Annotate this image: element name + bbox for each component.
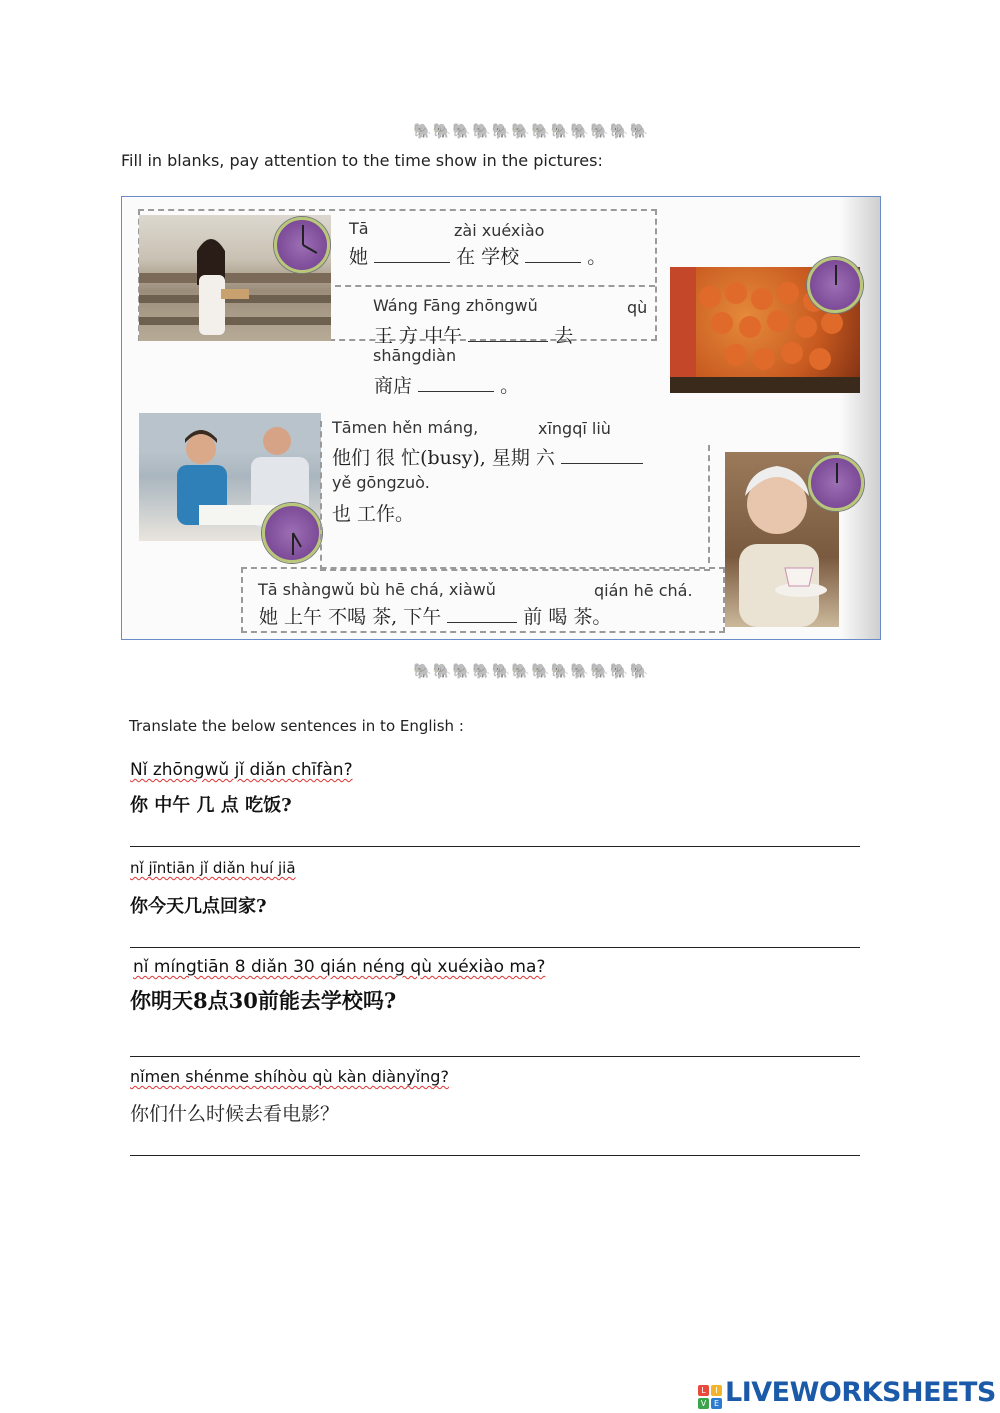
item1-pinyin-a: Tā [349, 219, 369, 238]
item1-pinyin-b: zài xuéxiào [454, 221, 545, 240]
logo-text: LIVEWORKSHEETS [725, 1377, 996, 1408]
question-4-chinese: 你们什么时候去看电影？ [130, 1103, 340, 1125]
question-1-pinyin: Nǐ zhōngwǔ jǐ diǎn chīfàn? [130, 760, 353, 780]
item2-han-end: 。 [500, 375, 520, 397]
question-2-chinese: 你今天几点回家? [130, 896, 267, 917]
item3-pinyin-c: yě gōngzuò. [332, 473, 430, 492]
question-1-chinese: 你 中午 几 点 吃饭? [130, 795, 292, 816]
item1-blank[interactable] [374, 261, 450, 263]
exercise-panel [121, 196, 881, 640]
item2-pinyin-c: shāngdiàn [373, 346, 457, 365]
answer-line-1[interactable] [130, 846, 860, 847]
answer-line-3[interactable] [130, 1056, 860, 1057]
item4-han-b: 前 喝 茶。 [523, 606, 612, 628]
answer-line-4[interactable] [130, 1155, 860, 1156]
item4-han-a: 她 上午 不喝 茶, 下午 [259, 606, 442, 628]
item3-pinyin-a: Tāmen hěn máng, [332, 418, 479, 437]
question-4-pinyin: nǐmen shénme shíhòu qù kàn diànyǐng? [130, 1067, 449, 1086]
question-3-chinese: 你明天8点30前能去学校吗? [130, 988, 397, 1013]
clock-icon [807, 257, 863, 313]
item1-han-a: 她 [349, 246, 369, 268]
item3-han-c: 也 工作。 [332, 503, 415, 525]
elephant-divider-top: 🐘🐘🐘🐘🐘🐘🐘🐘🐘🐘🐘🐘 [413, 122, 650, 140]
item4-blank[interactable] [447, 621, 517, 623]
question-3-pinyin: nǐ míngtiān 8 diǎn 30 qián néng qù xuéxiào ma? [133, 957, 546, 977]
item3-pinyin-b: xīngqī liù [538, 419, 611, 438]
item3-frame-right [708, 445, 710, 563]
item2-han-b: 去 [554, 325, 574, 347]
item4-pinyin-b: qián hē chá. [594, 581, 693, 600]
item3-frame-left [320, 421, 322, 571]
item2-han-c: 商店 [374, 375, 413, 397]
item2-blank[interactable] [468, 340, 548, 342]
clock-icon [274, 217, 330, 273]
item3-han-a: 他们 很 忙(busy), 星期 六 [332, 447, 555, 469]
item3-blank[interactable] [561, 462, 643, 464]
item1-han-end: 。 [587, 246, 607, 268]
item2-pinyin-a: Wáng Fāng zhōngwǔ [373, 296, 538, 315]
item1-blank-2[interactable] [525, 261, 581, 263]
item4-pinyin-a: Tā shàngwǔ bù hē chá, xiàwǔ [258, 580, 496, 599]
item1-han-b: 在 学校 [456, 246, 520, 268]
item2-pinyin-b: qù [627, 298, 648, 317]
question-2-pinyin: nǐ jīntiān jǐ diǎn huí jiā [130, 859, 296, 877]
item2-blank-2[interactable] [418, 390, 494, 392]
answer-line-2[interactable] [130, 947, 860, 948]
clock-icon [262, 503, 322, 563]
liveworksheets-logo[interactable] [698, 1377, 996, 1409]
clock-icon [808, 455, 864, 511]
item2-frame-top [335, 285, 655, 287]
item2-han-a: 王 方 中午 [374, 325, 463, 347]
fill-in-instruction: Fill in blanks, pay attention to the time show in the pictures: [121, 151, 603, 170]
logo-mark-icon: L I V E [698, 1385, 722, 1409]
translate-instruction: Translate the below sentences in to English : [129, 717, 464, 735]
elephant-divider-middle: 🐘🐘🐘🐘🐘🐘🐘🐘🐘🐘🐘🐘 [413, 662, 650, 680]
